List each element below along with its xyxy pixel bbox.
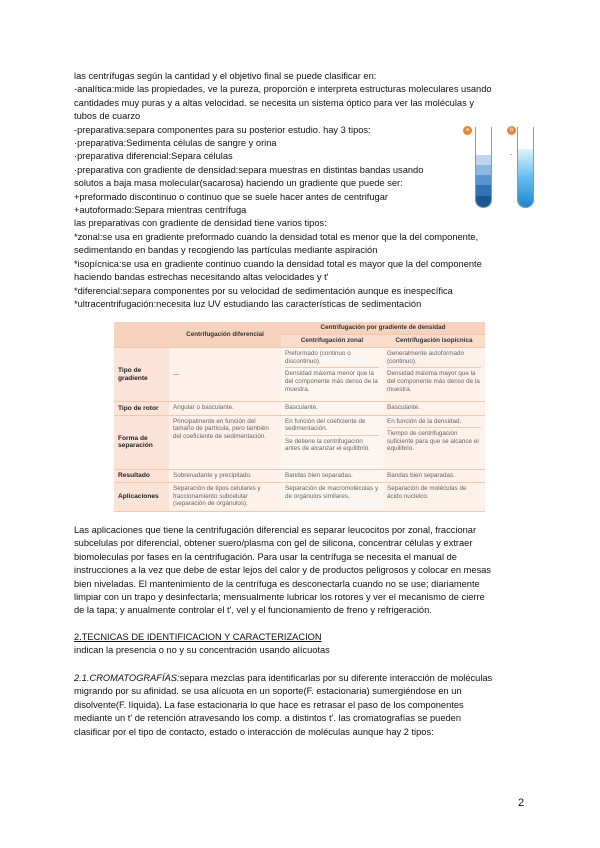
gradient-tube-continuous — [517, 127, 534, 208]
text-line: cantidades muy puras y a altas velocidad. se necesita un sistema óptico para ver las moléculas y — [74, 97, 474, 108]
section-subtitle: indican la presencia o no y su concentración usando alícuotas — [74, 645, 330, 655]
table-row — [114, 469, 485, 483]
table-cell: Principalmente en función del tamaño de partícula, pero también del coeficiente de sedimentación. — [169, 415, 281, 469]
text-line: limpiar con un trapo y desinfectarla; mensualmente lubricar los rotores y ver el mecanismo de cierre — [74, 592, 485, 603]
centrifugation-comparison-table — [114, 322, 485, 512]
text-line: ·preparativa diferencial:Separa células — [74, 151, 233, 162]
text-line: migrando por su afinidad. se usa alícuota en un soporte(F. estacionaria) sumergiéndose en un — [74, 686, 462, 697]
text-line: clasificar por el tipo de contacto, estado o interacción de moléculas aunque hay 2 tipos: — [74, 726, 434, 737]
table-cell: Separación de macromoléculas y de orgánulos similares. — [281, 483, 383, 512]
text-line: Las aplicaciones que tiene la centrifugación diferencial es separar leucocitos por zonal, fraccionar — [74, 525, 477, 535]
table-cell: En función del coeficiente de sedimentación. Se detiene la centrifugación antes de alcanzar el equilibrio. — [281, 415, 383, 469]
centrifuge-tubes-figure — [462, 124, 532, 210]
text-line: bien niveladas. El mantenimiento de la centrífuga es desconectarla cuando no se use; diariamente — [74, 578, 480, 589]
text-line: sedimentando en bandas y recogiendo las partículas mediante aspiración — [74, 245, 378, 256]
text-line: disolvente(F. líquida). La fase estacionaria lo que hace es retrasar el paso de los componentes — [74, 699, 464, 710]
text-line: instrucciones a la vez que debe de estar lejos del calor y de productos peligrosos y colocar en mesas — [74, 565, 492, 576]
subsection-heading: 2.1.CROMATOGRAFÍAS: — [74, 673, 180, 683]
text-line: *ultracentrifugación:necesita luz UV estudiando las características de sedimentación — [74, 298, 422, 309]
row-label: Resultado — [114, 469, 169, 483]
header-diferencial: Centrifugación diferencial — [169, 322, 281, 348]
row-label: Forma de separación — [114, 415, 169, 469]
text-line: tubos de cuarzo — [74, 111, 141, 122]
text-line: *isopícnica:se usa en gradiente continuo cuando la densidad total es mayor que la del componente — [74, 258, 482, 269]
text-line: las centrífugas según la cantidad y el objetivo final se puede clasificar en: — [74, 71, 377, 81]
text-line: *diferencial:separa componentes por su velocidad de sedimentación aunque es inespecífica — [74, 285, 453, 296]
table-row — [114, 483, 485, 512]
table-cell: — — [169, 348, 281, 402]
text-line: mediante un t' de retención atravesando los comp. a distintos t'. las cromatografías se pueden — [74, 713, 462, 724]
text-line: biomoleculas por fases en la centrifugación. Para usar la centrífuga se necesita el manual de — [74, 551, 457, 562]
table-cell: Separación de tipos celulares y fraccionamiento subcelular (separación de orgánulos). — [169, 483, 281, 512]
table-cell: Preformado (continuo o discontinuo). Densidad máxima menor que la del componente más denso de la muestra. — [281, 348, 383, 402]
table-cell: Separación de moléculas de ácido nucleico. — [383, 483, 485, 512]
badge-a: a — [463, 126, 472, 135]
table-cell: Basculante. — [383, 402, 485, 416]
tube-tick-mark: - — [510, 152, 512, 158]
table-corner — [114, 322, 169, 348]
text-line: -analítica:mide las propiedades, ve la pureza, proporción e interpreta estructuras moleculares usando — [74, 84, 492, 95]
table-cell: Bandas bien separadas. — [281, 469, 383, 483]
row-label: Tipo de gradiente — [114, 348, 169, 402]
badge-b: b — [507, 126, 516, 135]
header-gradiente-densidad: Centrifugación por gradiente de densidad — [281, 322, 485, 335]
text-line: haciendo bandas estrechas necesitando altas velocidades y t' — [74, 272, 329, 283]
applications-paragraph — [74, 524, 532, 618]
table-cell: Sobrenadante y precipitado. — [169, 469, 281, 483]
text-line: ·preparativa:Sedimenta células de sangre y orina — [74, 138, 277, 149]
table-cell: Basculante. — [281, 402, 383, 416]
chromatography-paragraph — [74, 672, 536, 739]
text-line: -preparativa:separa componentes para su posterior estudio. hay 3 tipos: — [74, 124, 371, 135]
text-line: de la tapa; y anualmente controlar el t', vel y el funcionamiento de freno y refrigeración. — [74, 605, 432, 616]
header-zonal: Centrifugación zonal — [281, 335, 383, 348]
text-line: las preparativas con gradiente de densidad tiene varios tipos: — [74, 218, 327, 229]
text-line — [74, 672, 536, 685]
text-fragment: separa mezclas para identificarlas por su diferente interacción de moléculas — [179, 673, 493, 683]
text-line: +autoformado:Separa mientras centrífuga — [74, 205, 247, 216]
table-row — [114, 415, 485, 469]
table-cell: Generalmente autoformado (continuo). Densidad máxima mayor que la del componente más denso de la muestra. — [383, 348, 485, 402]
text-line: subcelulas por diferencial, obtener suero/plasma con gel de silicona, concentrar células y extraer — [74, 538, 473, 549]
table-cell: Angular o basculante. — [169, 402, 281, 416]
table-row — [114, 402, 485, 416]
table-row — [114, 348, 485, 402]
text-line: +preformado discontinuo o continuo que se suele hacer antes de centrifugar — [74, 191, 388, 202]
text-line: *zonal:se usa en gradiente preformado cuando la densidad total es menor que la del componente, — [74, 231, 479, 242]
text-line: ·preparativa con gradiente de densidad:separa muestras en distintas bandas usando — [74, 164, 424, 175]
gradient-tube-discontinuous — [475, 127, 492, 208]
table-cell: En función de la densidad. Tiempo de centrifugación suficiente para que se alcance el equilibrio. — [383, 415, 485, 469]
page-number: 2 — [518, 797, 525, 809]
text-line: solutos a baja masa molecular(sacarosa) haciendo un gradiente que puede ser: — [74, 178, 403, 189]
table-cell: Bandas bien separadas. — [383, 469, 485, 483]
row-label: Aplicaciones — [114, 483, 169, 512]
row-label: Tipo de rotor — [114, 402, 169, 416]
section-title: 2.TECNICAS DE IDENTIFICACION Y CARACTERIZACION — [74, 632, 322, 642]
header-isopicnica: Centrifugación isopícnica — [383, 335, 485, 348]
